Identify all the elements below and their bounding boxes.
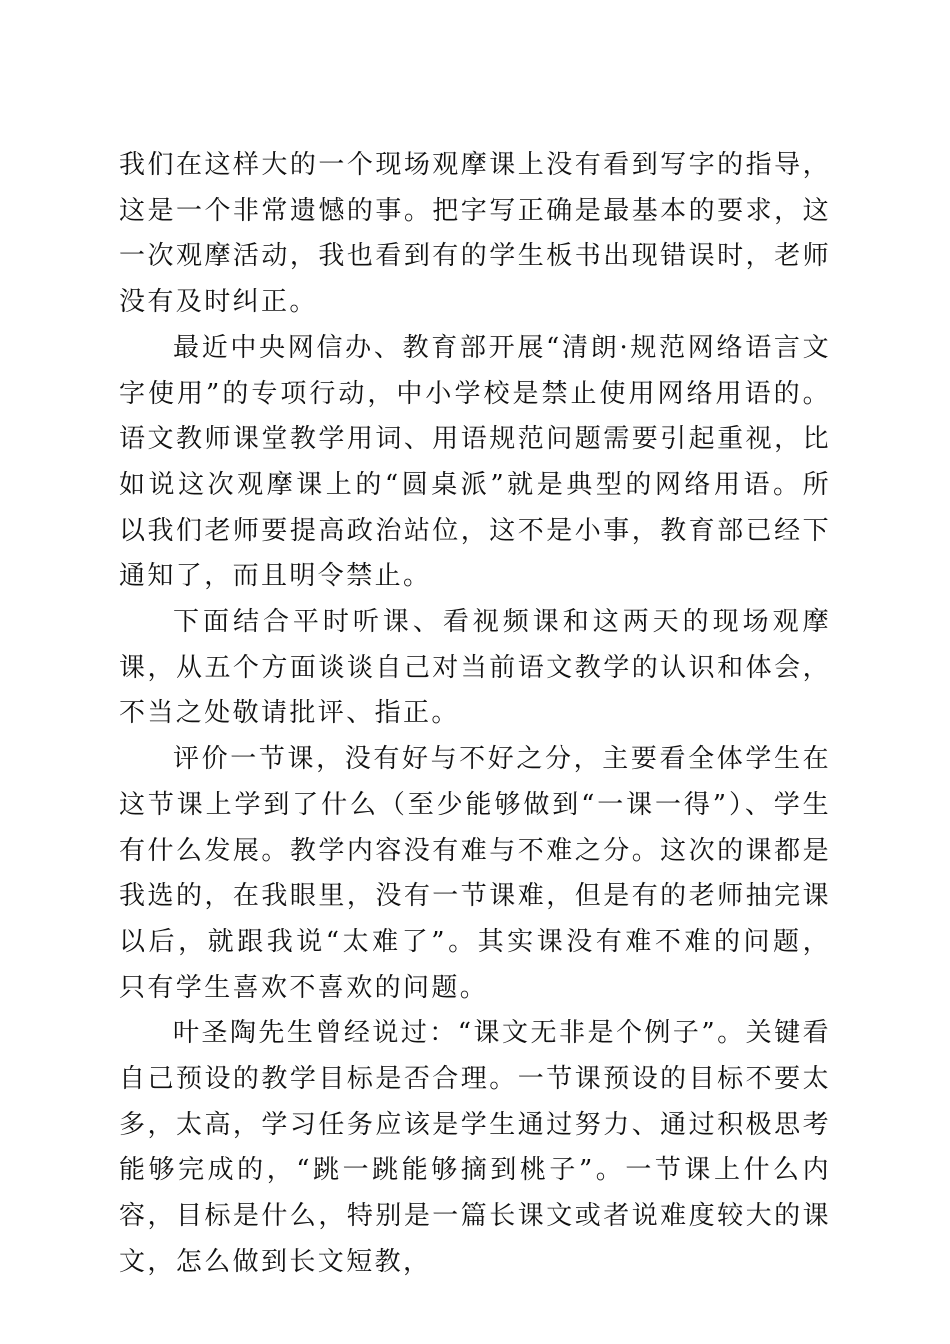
paragraph-2: 最近中央网信办、教育部开展“清朗·规范网络语言文字使用”的专项行动，中小学校是禁止使用网络用语的。语文教师课堂教学用词、用语规范问题需要引起重视，比如说这次观摩课上的“圆桌派”就是典型的网络用语。所以我们老师要提高政治站位，这不是小事，教育部已经下通知了，而且明令禁止。 bbox=[119, 332, 831, 592]
paragraph-1: 我们在这样大的一个现场观摩课上没有看到写字的指导，这是一个非常遗憾的事。把字写正确是最基本的要求，这一次观摩活动，我也看到有的学生板书出现错误时，老师没有及时纠正。 bbox=[119, 150, 831, 318]
paragraph-4: 评价一节课，没有好与不好之分，主要看全体学生在这节课上学到了什么（至少能够做到“一课一得”）、学生有什么发展。教学内容没有难与不难之分。这次的课都是我选的，在我眼里，没有一节课难，但是有的老师抽完课以后，就跟我说“太难了”。其实课没有难不难的问题，只有学生喜欢不喜欢的问题。 bbox=[119, 744, 831, 1003]
paragraph-5: 叶圣陶先生曾经说过：“课文无非是个例子”。关键看自己预设的教学目标是否合理。一节课预设的目标不要太多，太高，学习任务应该是学生通过努力、通过积极思考能够完成的，“跳一跳能够摘到桃子”。一节课上什么内容，目标是什么，特别是一篇长课文或者说难度较大的课文，怎么做到长文短教， bbox=[119, 1018, 831, 1277]
paragraph-3: 下面结合平时听课、看视频课和这两天的现场观摩课，从五个方面谈谈自己对当前语文教学的认识和体会，不当之处敬请批评、指正。 bbox=[119, 607, 831, 729]
document-body bbox=[119, 143, 831, 1286]
